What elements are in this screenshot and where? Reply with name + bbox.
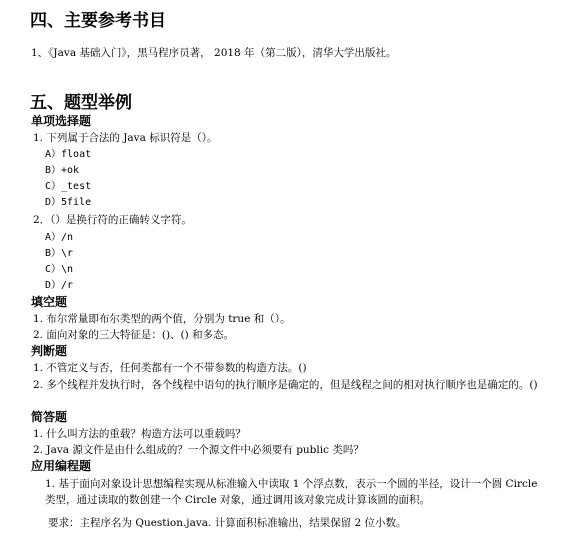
true-false-item: 1. 不管定义与否，任何类都有一个不带参数的构造方法。() <box>33 362 307 374</box>
true-false-heading: 判断题 <box>31 344 68 358</box>
answer-option: C）_test <box>45 181 92 192</box>
reference-item: 1、《Java 基础入门》，黑马程序员著， 2018 年（第二版），清华大学出版社。 <box>31 47 397 59</box>
short-answer-heading: 简答题 <box>31 410 68 424</box>
question-stem: 2．（）是换行符的正确转义字符。 <box>33 214 192 226</box>
answer-option: B）\r <box>45 248 74 259</box>
answer-option: D）5file <box>45 197 92 208</box>
programming-heading: 应用编程题 <box>31 459 92 473</box>
fill-blank-heading: 填空题 <box>31 295 68 309</box>
answer-option: C）\n <box>45 264 74 275</box>
short-answer-item: 2. Java 源文件是由什么组成的？一个源文件中必须要有 public 类吗？ <box>33 444 364 456</box>
programming-item: 1. 基于面向对象设计思想编程实现从标准输入中读取 1 个浮点数，表示一个圆的半径，设计一个圆 Circle 类型，通过读取的数创建一个 Circle 对象，通过调用该对象完成计算该圆的面积。 <box>45 478 538 506</box>
examples-heading: 五、题型举例 <box>30 93 132 113</box>
answer-option: D）/r <box>45 280 74 291</box>
fill-blank-item: 1. 布尔常量即布尔类型的两个值，分别为 true 和（）。 <box>33 313 291 325</box>
question-stem: 1. 下列属于合法的 Java 标识符是（）。 <box>33 132 218 144</box>
true-false-item: 2. 多个线程并发执行时，各个线程中语句的执行顺序是确定的，但是线程之间的相对执行顺序也是确定的。() <box>33 379 538 391</box>
single-choice-heading: 单项选择题 <box>31 114 92 128</box>
references-heading: 四、主要参考书目 <box>30 11 166 31</box>
programming-requirement: 要求：主程序名为 Question.java. 计算面积标准输出，结果保留 2 位小数。 <box>48 517 407 529</box>
answer-option: A）/n <box>45 232 74 243</box>
fill-blank-item: 2. 面向对象的三大特征是：()、() 和多态。 <box>33 329 235 341</box>
short-answer-item: 1. 什么叫方法的重载？构造方法可以重载吗？ <box>33 428 246 440</box>
answer-option: B）+ok <box>45 165 80 176</box>
answer-option: A）float <box>45 149 92 160</box>
